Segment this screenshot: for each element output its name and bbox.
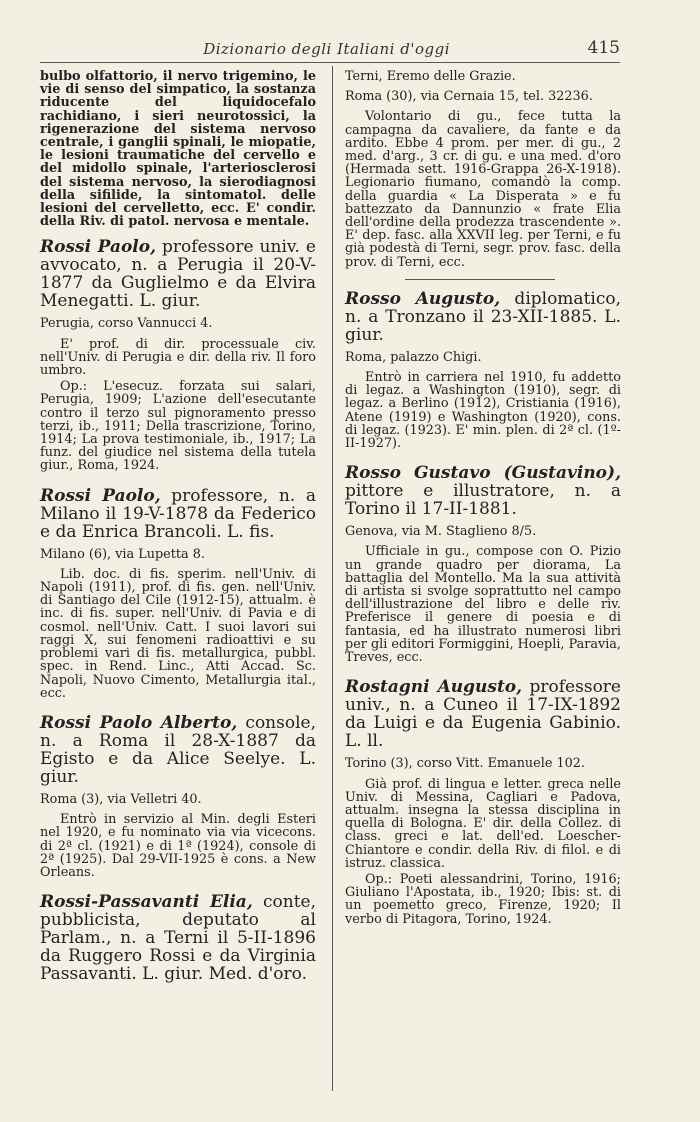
entry-headline [40,487,316,541]
entry-name: Rossi Paolo Alberto, [40,712,238,733]
left-column [40,70,316,997]
entry-body: Ufficiale in gu., compose con O. Pizio un grande quadro per diorama, La battaglia del Montello. Ma la sua attività di artista si svolge soprattutto nel campo dell'illustrazione del libro e delle riv. Preferisce il genere di poesia e di fantasia, ed ha illustrato numerosi libri per gli editori Formiggini, Hoepli, Paravia, Treves, ecc. [345,544,621,666]
entry-heading: conte, pubblicista, deputato al Parlam., n. a Terni il 5-II-1896 da Ruggero Rossi e da Virginia Passavanti. L. giur. Med. d'oro. [40,892,316,985]
entry-address: Torino (3), corso Vitt. Emanuele 102. [345,756,585,772]
entry-body: Lib. doc. di fis. sperim. nell'Univ. di Napoli (1911), prof. di fis. gen. nell'Univ. di Santiago del Cile (1912-15), attualm. è inc. di fis. super. nell'Univ. di Pavia e di cosmol. nell'Univ. Catt. I suoi lavori sui raggi X, sui fenomeni radioattivi e su problemi vari di fis. metallurgica, pubbl. spec. in Rend. Linc., Atti Accad. Sc. Napoli, Nuovo Cimento, Metallurgia ital., ecc. [40,566,316,701]
continuation-address-2: Roma (30), via Cernaia 15, tel. 32236. [345,89,593,105]
entry-name: Rosso Gustavo (Gustavino), [345,463,621,484]
entry-name: Rostagni Augusto, [345,677,523,698]
entry-heading: console, n. a Roma il 28-X-1887 da Egisto e da Alice Seelye. L. giur. [40,712,316,787]
entry-rossi-passavanti-elia [40,893,316,983]
column-divider [332,66,333,1091]
entry-headline [40,714,316,786]
entry-name: Rossi Paolo, [40,485,161,506]
entry-name: Rossi Paolo, [40,237,157,258]
entry-address: Perugia, corso Vannucci 4. [40,316,213,332]
entry-address: Genova, via M. Staglieno 8/5. [345,524,537,540]
entry-rossi-paolo-milano [40,487,316,700]
entry-headline [40,238,316,310]
entry-rostagni-augusto [345,678,621,925]
entry-headline [345,678,621,750]
continuation-text: bulbo olfattorio, il nervo trigemino, le vie di senso del simpatico, la sostanza riducente del liquidocefalo rachidiano, i sieri neurotossici, la rigenerazione del sistema nervoso centrale, i ganglii spinali, le miopatie, le lesioni traumatiche del cervello e del midollo spinale, l'arteriosclerosi del sistema nervoso, la sierodiagnosi della sifilide, la sintomatol. delle lesioni del cervelletto, ecc. E' condir. della Riv. di patol. nervosa e mentale. [40,69,316,230]
entry-heading: diplomatico, n. a Tronzano il 23-XII-1885. L. giur. [345,288,621,345]
entry-address: Roma, palazzo Chigi. [345,349,482,365]
page-number: 415 [587,38,620,58]
entry-address: Roma (3), via Velletri 40. [40,791,202,807]
entry-body: Entrò in servizio al Min. degli Esteri nel 1920, e fu nominato via via vicecons. di 2ª cl. (1921) e di 1ª (1924), console di 2ª (1925). Dal 29-VII-1925 è cons. a New Orleans. [40,812,316,880]
running-header [40,38,620,63]
entry-rosso-augusto [345,290,621,450]
entry-heading: professore univ., n. a Cuneo il 17-IX-1892 da Luigi e da Eugenia Gabinio. L. ll. [345,677,621,752]
continuation-address: Terni, Eremo delle Grazie. [345,69,516,84]
entry-separator [405,279,555,280]
entry-address: Milano (6), via Lupetta 8. [40,546,205,562]
entry-heading: professore, n. a Milano il 19-V-1878 da Federico e da Enrica Brancoli. L. fis. [40,485,316,542]
entry-heading: professore univ. e avvocato, n. a Perugia il 20-V-1877 da Guglielmo e da Elvira Menegatti. L. giur. [40,237,316,312]
entry-headline [345,464,621,518]
entry-headline [40,893,316,983]
entry-headline [345,290,621,344]
entry-rossi-paolo-perugia [40,238,316,472]
entry-rosso-gustavo [345,464,621,664]
running-title: Dizionario degli Italiani d'oggi [203,40,450,58]
entry-works: Op.: Poeti alessandrini, Torino, 1916; Giuliano l'Apostata, ib., 1920; Ibis: st. di un poemetto greco, Firenze, 1920; Il verbo di Pitagora, Torino, 1924. [345,871,621,927]
entry-works: Op.: L'esecuz. forzata sui salari, Perugia, 1909; L'azione dell'esecutante contro il terzo sul pignoramento presso terzi, ib., 1911; Della trascrizione, Torino, 1914; La prova testimoniale, ib., 1917; La funz. del giudice nel sistema della tutela giur., Roma, 1924. [40,379,316,474]
entry-body: Già prof. di lingua e letter. greca nelle Univ. di Messina, Cagliari e Padova, attualm. insegna la stessa disciplina in quella di Bologna. E' dir. della Collez. di class. greci e lat. dell'ed. Loescher-Chiantore e condir. della Riv. di filol. e di istruz. classica. [345,776,621,871]
entry-body: E' prof. di dir. processuale civ. nell'Univ. di Perugia e dir. della riv. Il foro umbro. [40,336,316,379]
entry-name: Rossi-Passavanti Elia, [40,892,253,913]
right-column [345,70,621,940]
continuation-body: Volontario di gu., fece tutta la campagna da cavaliere, da fante e da ardito. Ebbe 4 prom. per mer. di gu., 2 med. d'arg., 3 cr. di gu. e una med. d'oro (Hermada sett. 1916-Grappa 26-X-1918). Legionario fiumano, comandò la comp. della guardia « La Disperata » e fu battezzato da Dannunzio « frate Elia dell'ordine della prodezza trascendente ». E' dep. fasc. alla XXVII leg. per Terni, e fu già podestà di Terni, segr. prov. fasc. della prov. di Terni, ecc. [345,109,621,270]
entry-heading: pittore e illustratore, n. a Torino il 17-II-1881. [345,481,621,520]
entry-rossi-paolo-alberto [40,714,316,879]
entry-body: Entrò in carriera nel 1910, fu addetto di legaz. a Washington (1910), segr. di legaz. a Berlino (1912), Cristiania (1916), Atene (1919) e Washington (1920), cons. di legaz. (1923). E' min. plen. di 2ª cl. (1º-II-1927). [345,370,621,452]
entry-name: Rosso Augusto, [345,288,501,309]
